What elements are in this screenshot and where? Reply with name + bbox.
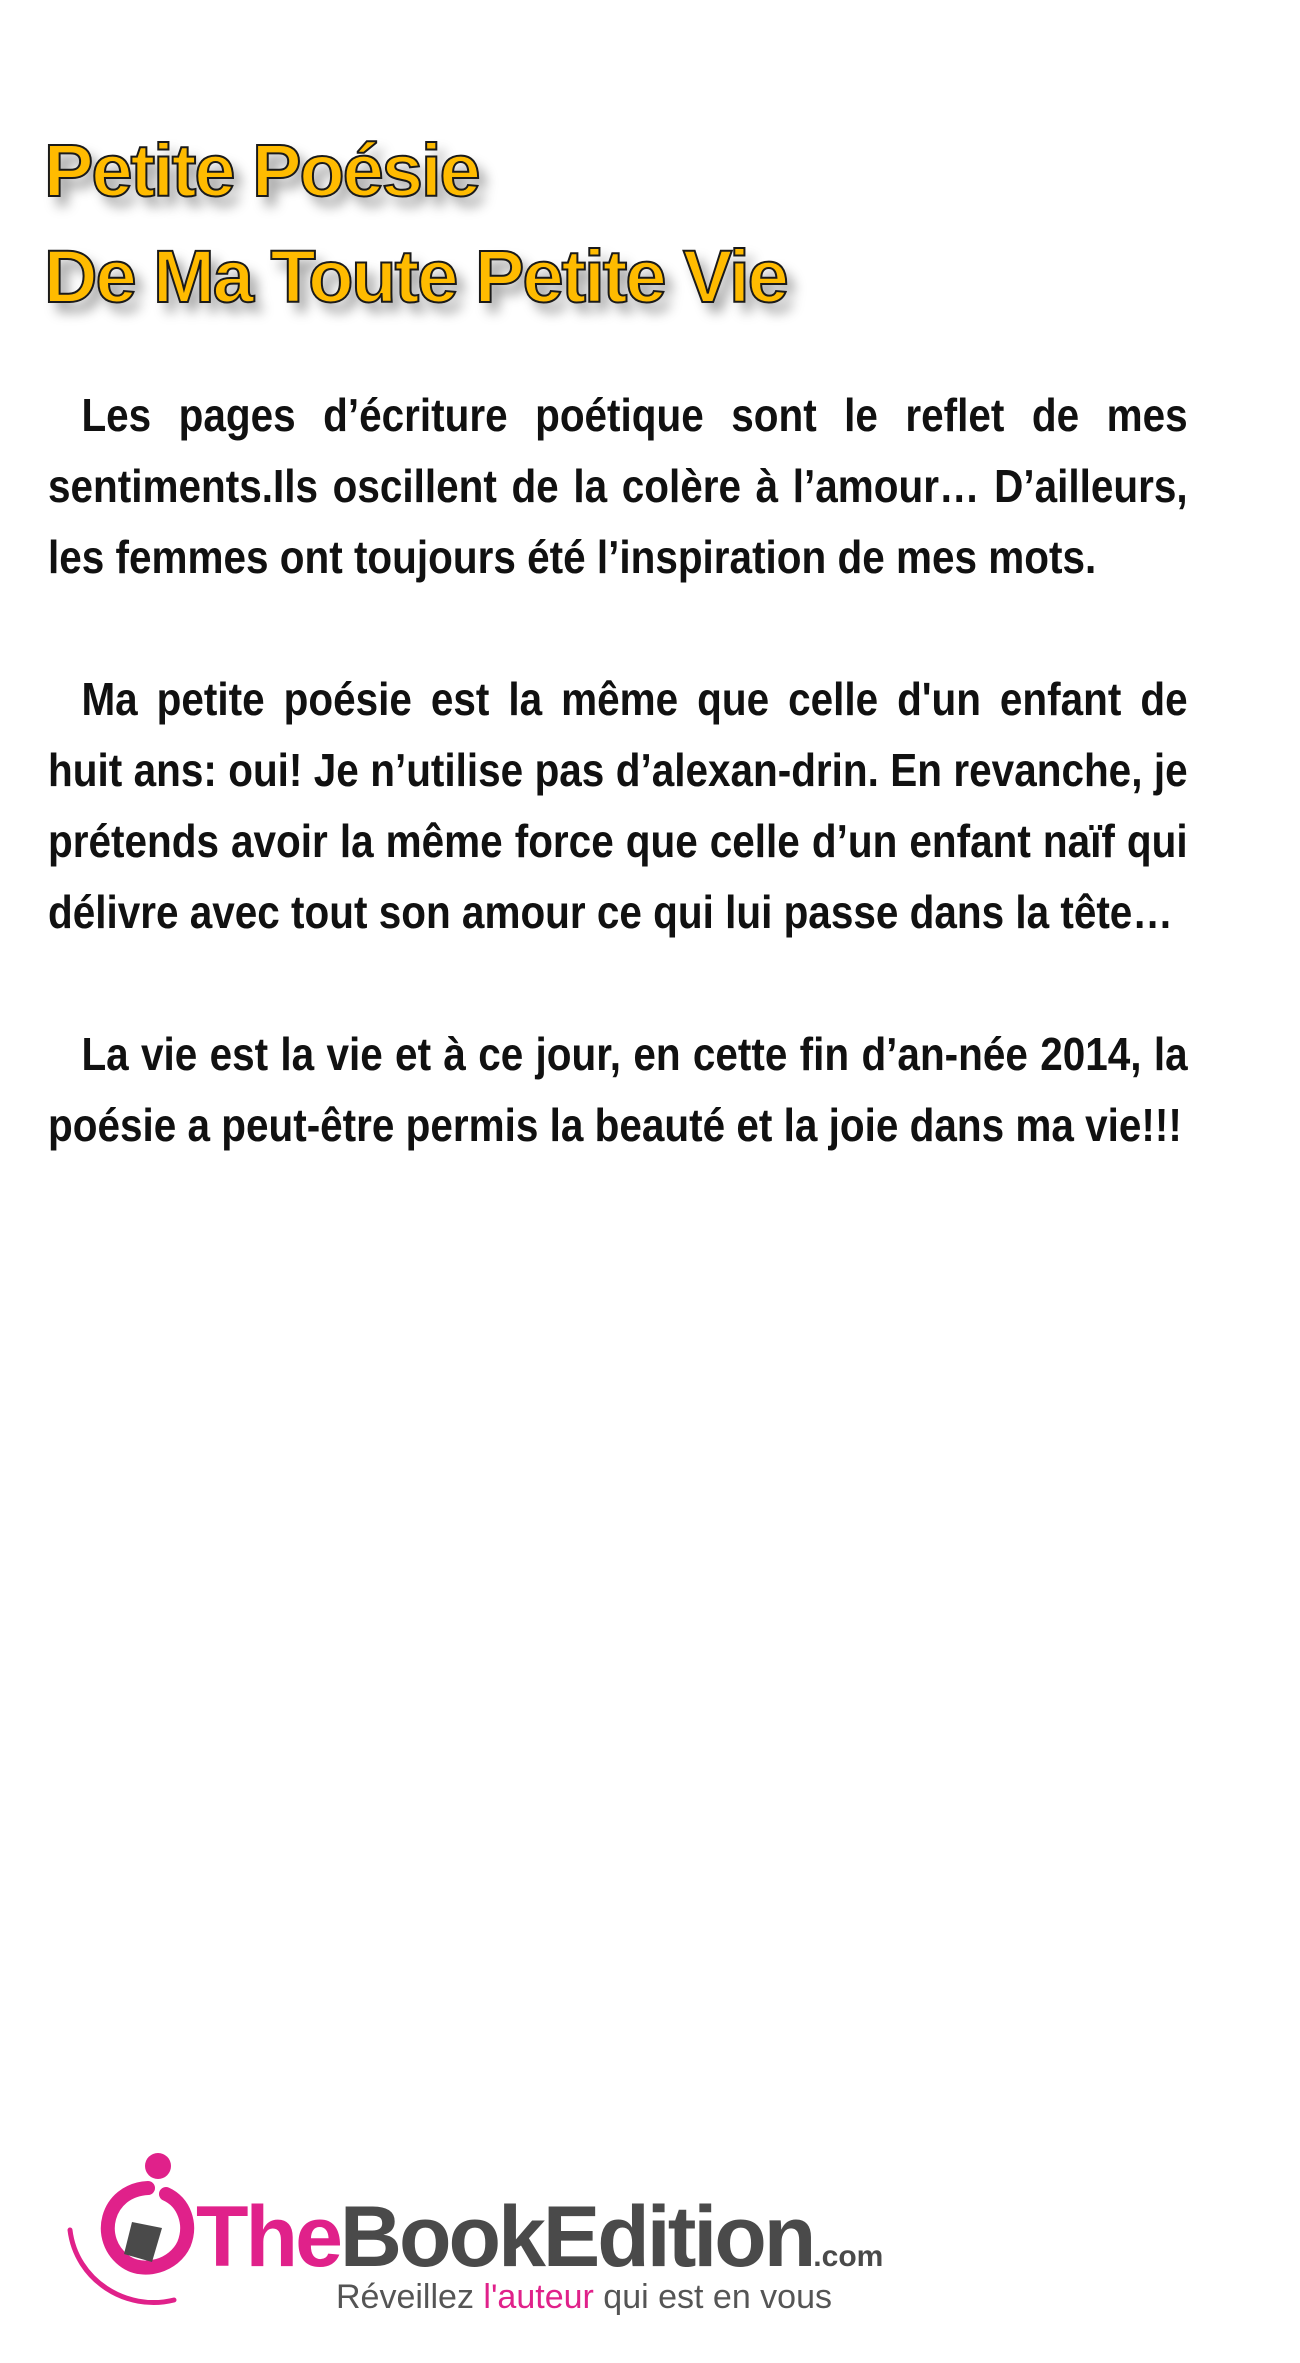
tagline-start: Réveillez	[336, 2278, 484, 2316]
blurb-paragraph-1: Les pages d’écriture poétique sont le reflet de mes sentiments.Ils oscillent de la colère à l’amour… D’ailleurs, les femmes ont toujours été l’inspiration de mes mots.	[48, 389, 1188, 583]
blurb-text	[48, 380, 1188, 1232]
thebookedition-logo-icon	[66, 2150, 206, 2310]
publisher-logo	[66, 2150, 886, 2330]
blurb-paragraph-3: La vie est la vie et à ce jour, en cette fin d’an-née 2014, la poésie a peut-être permis la beauté et la joie dans ma vie!!!	[48, 1028, 1188, 1151]
tagline-highlight: l'auteur	[483, 2278, 594, 2316]
logo-tagline	[336, 2278, 832, 2317]
title-line-1: Petite Poésie	[44, 129, 479, 212]
book-title	[44, 118, 787, 330]
logo-word-the: The	[196, 2189, 340, 2285]
logo-word-bookedition: BookEdition	[339, 2189, 814, 2285]
title-line-2: De Ma Toute Petite Vie	[44, 235, 787, 318]
tagline-end: qui est en vous	[593, 2278, 832, 2316]
blurb-paragraph-2: Ma petite poésie est la même que celle d'un enfant de huit ans: oui! Je n’utilise pas d’alexan-drin. En revanche, je prétends avoir la même force que celle d’un enfant naïf qui délivre avec tout son amour ce qui lui passe dans la tête…	[48, 673, 1188, 938]
logo-domain-suffix: .com	[813, 2240, 884, 2273]
